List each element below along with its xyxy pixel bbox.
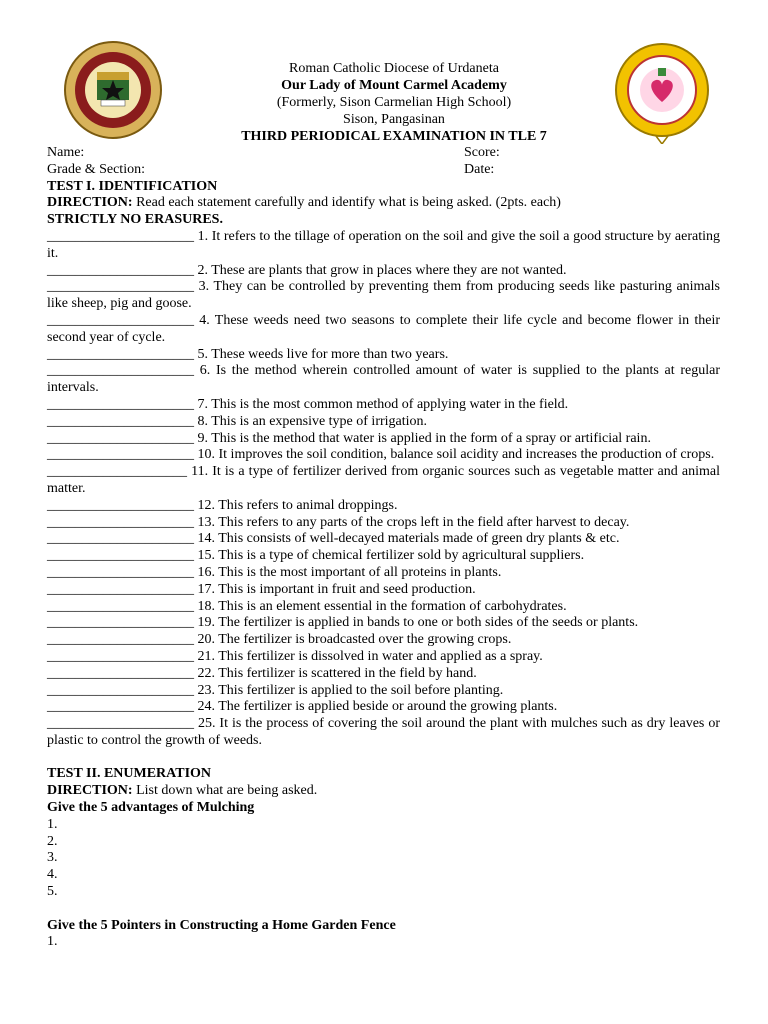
question-item: _____________________ 8. This is an expensive type of irrigation. xyxy=(47,413,428,429)
test1-note: STRICTLY NO ERASURES. xyxy=(47,212,223,228)
direction-label: DIRECTION: xyxy=(47,783,133,799)
direction-label: DIRECTION: xyxy=(47,195,133,211)
direction-text: Read each statement carefully and identify what is being asked. (2pts. each) xyxy=(132,195,561,211)
question-item: _____________________ 23. This fertilizer is applied to the soil before planting. xyxy=(47,682,504,698)
question-item: _____________________ 17. This is important in fruit and seed production. xyxy=(47,581,476,597)
date-field: Date: xyxy=(464,161,495,177)
school-location: Sison, Pangasinan xyxy=(343,112,445,127)
question-item: _____________________ 20. The fertilizer is broadcasted over the growing crops. xyxy=(47,632,512,648)
score-field: Score: xyxy=(464,145,500,160)
test1-direction xyxy=(47,195,720,212)
answer-line: 5. xyxy=(47,884,58,900)
answer-line: 3. xyxy=(47,850,58,866)
exam-title: THIRD PERIODICAL EXAMINATION IN TLE 7 xyxy=(241,129,547,144)
question-item: _____________________ 24. The fertilizer is applied beside or around the growing plants. xyxy=(47,699,558,715)
question-item: _____________________ 18. This is an element essential in the formation of carbohydrates. xyxy=(47,598,567,614)
exam-body xyxy=(47,145,720,951)
enumeration-question-2: Give the 5 Pointers in Constructing a Home Garden Fence xyxy=(47,917,396,933)
answer-line: 2. xyxy=(47,833,58,849)
test1-title: TEST I. IDENTIFICATION xyxy=(47,178,218,194)
question-item: _____________________ 21. This fertilizer is dissolved in water and applied as a spray. xyxy=(47,648,543,664)
question-item: _____________________ 4. These weeds need two seasons to complete their life cycle and become flower in their second year of cycle. xyxy=(47,312,720,345)
answer-line: 4. xyxy=(47,867,58,883)
question-item: _____________________ 14. This consists of well-decayed materials made of green dry plants & etc. xyxy=(47,531,620,547)
question-item: _____________________ 2. These are plants that grow in places where they are not wanted. xyxy=(47,262,567,278)
test2-title: TEST II. ENUMERATION xyxy=(47,766,212,782)
question-item: _____________________ 9. This is the method that water is applied in the form of a spray or artificial rain. xyxy=(47,430,651,446)
question-item: _____________________ 12. This refers to animal droppings. xyxy=(47,497,398,513)
diocese-name: Roman Catholic Diocese of Urdaneta xyxy=(289,61,499,76)
question-item: _____________________ 5. These weeds live for more than two years. xyxy=(47,346,449,362)
question-item: _____________________ 1. It refers to the tillage of operation on the soil and give the soil a good structure by aerating it. xyxy=(47,228,720,261)
identification-items xyxy=(47,229,720,750)
question-item: _____________________ 15. This is a type of chemical fertilizer sold by agricultural suppliers. xyxy=(47,548,585,564)
answer-line: 1. xyxy=(47,934,58,950)
grade-date-row xyxy=(47,162,720,179)
name-field: Name: xyxy=(47,145,85,160)
direction-text: List down what are being asked. xyxy=(132,783,318,799)
grade-section-field: Grade & Section: xyxy=(47,161,145,177)
exam-header xyxy=(0,60,768,145)
question-item: _____________________ 7. This is the most common method of applying water in the field. xyxy=(47,396,569,412)
question-item: _____________________ 16. This is the most important of all proteins in plants. xyxy=(47,564,502,580)
test2-direction xyxy=(47,783,720,800)
question-item: _____________________ 22. This fertilizer is scattered in the field by hand. xyxy=(47,665,477,681)
answer-line: 1. xyxy=(47,816,58,832)
question-item: _____________________ 25. It is the process of covering the soil around the plant with mulches such as dry leaves or plastic to control the growth of weeds. xyxy=(47,716,720,748)
name-score-row xyxy=(47,145,720,162)
question-item: _____________________ 3. They can be controlled by preventing them from producing seeds like pasturing animals like sheep, pig and goose. xyxy=(47,279,720,312)
question-item: _____________________ 10. It improves the soil condition, balance soil acidity and increases the production of crops. xyxy=(47,447,715,463)
question-item: ____________________ 11. It is a type of fertilizer derived from organic sources such as vegetable matter and animal matter. xyxy=(47,464,720,496)
question-item: _____________________ 6. Is the method wherein controlled amount of water is supplied to the plants at regular intervals. xyxy=(47,363,720,396)
question-item: _____________________ 13. This refers to any parts of the crops left in the field after harvest to decay. xyxy=(47,514,630,530)
school-former-name: (Formerly, Sison Carmelian High School) xyxy=(276,95,512,110)
enumeration-question-1: Give the 5 advantages of Mulching xyxy=(47,800,255,816)
school-name: Our Lady of Mount Carmel Academy xyxy=(281,78,507,93)
question-item: _____________________ 19. The fertilizer is applied in bands to one or both sides of the seeds or plants. xyxy=(47,615,639,631)
